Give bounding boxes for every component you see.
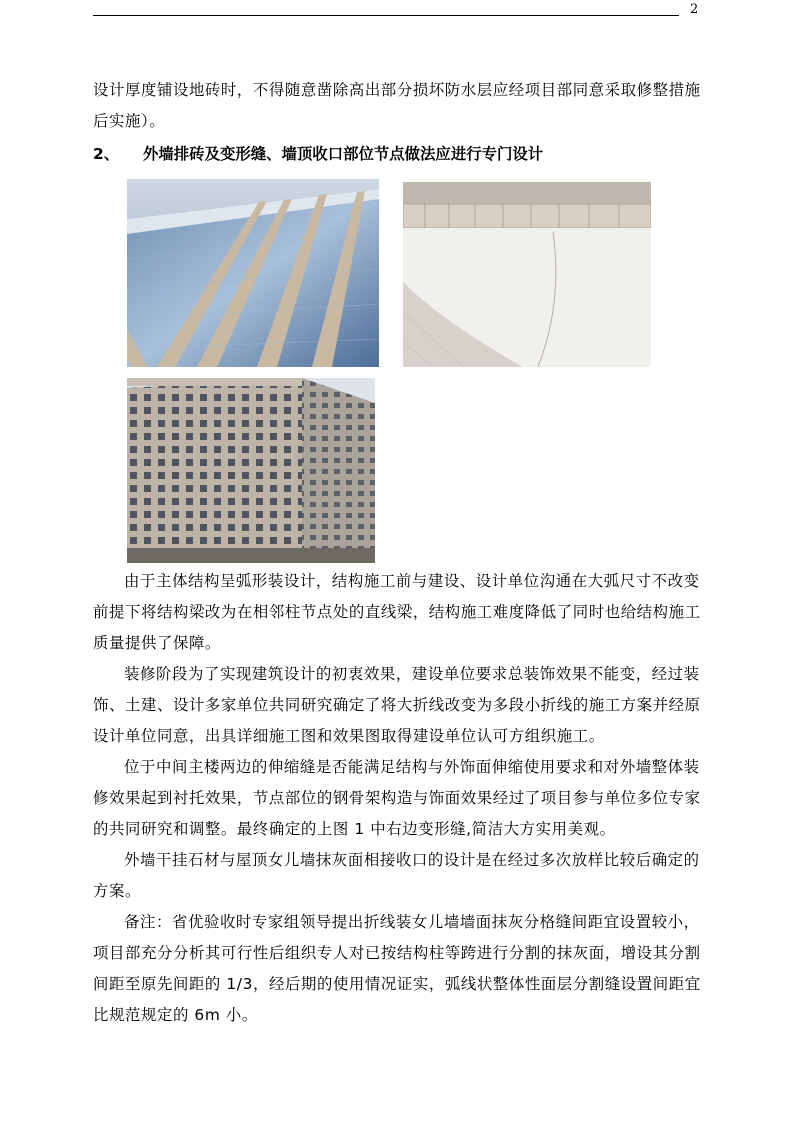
glass-curtain-wall-photo: [127, 179, 379, 367]
body-text: [93, 566, 703, 1031]
paragraph: 备注：省优验收时专家组领导提出折线装女儿墙墙面抹灰分格缝间距宜设置较小，项目部充分分析其可行性后组织专人对已按结构柱等跨进行分割的抹灰面，增设其分割间距至原先间距的 1/3，经后期的使用情况证实，弧线状整体性面层分割缝设置间距宜比规范规定的 6m 小。: [93, 913, 701, 1024]
intro-line-2: 后实施）。: [93, 112, 166, 130]
header-rule: [93, 15, 679, 16]
paragraph: 外墙干挂石材与屋顶女儿墙抹灰面相接收口的设计是在经过多次放样比较后确定的方案。: [93, 851, 700, 900]
paragraph: 装修阶段为了实现建筑设计的初衷效果，建设单位要求总装饰效果不能变，经过装饰、土建、设计多家单位共同研究确定了将大折线改变为多段小折线的施工方案并经原设计单位同意，出具详细施工图和效果图取得建设单位认可方组织施工。: [93, 665, 701, 745]
section-number: 2、: [93, 145, 120, 163]
paragraph: 位于中间主楼两边的伸缩缝是否能满足结构与外饰面伸缩使用要求和对外墙整体装修效果起到衬托效果，节点部位的钢骨架构造与饰面效果经过了项目参与单位多位专家的共同研究和调整。最终确定的上图 1 中右边变形缝,简洁大方实用美观。: [93, 758, 701, 838]
paragraph: 由于主体结构呈弧形装设计，结构施工前与建设、设计单位沟通在大弧尺寸不改变前提下将结构梁改为在相邻柱节点处的直线梁，结构施工难度降低了同时也给结构施工质量提供了保障。: [93, 572, 701, 652]
section-title: 外墙排砖及变形缝、墙顶收口部位节点做法应进行专门设计: [143, 145, 544, 163]
section-heading: [93, 139, 543, 170]
intro-text: [93, 75, 703, 137]
tower-facade-photo: [127, 378, 375, 563]
parapet-plaster-joint-photo: [403, 182, 651, 367]
page-number: 2: [690, 2, 699, 17]
intro-line-1: 设计厚度铺设地砖时，不得随意凿除高出部分损坏防水层应经项目部同意采取修整措施: [93, 81, 701, 99]
